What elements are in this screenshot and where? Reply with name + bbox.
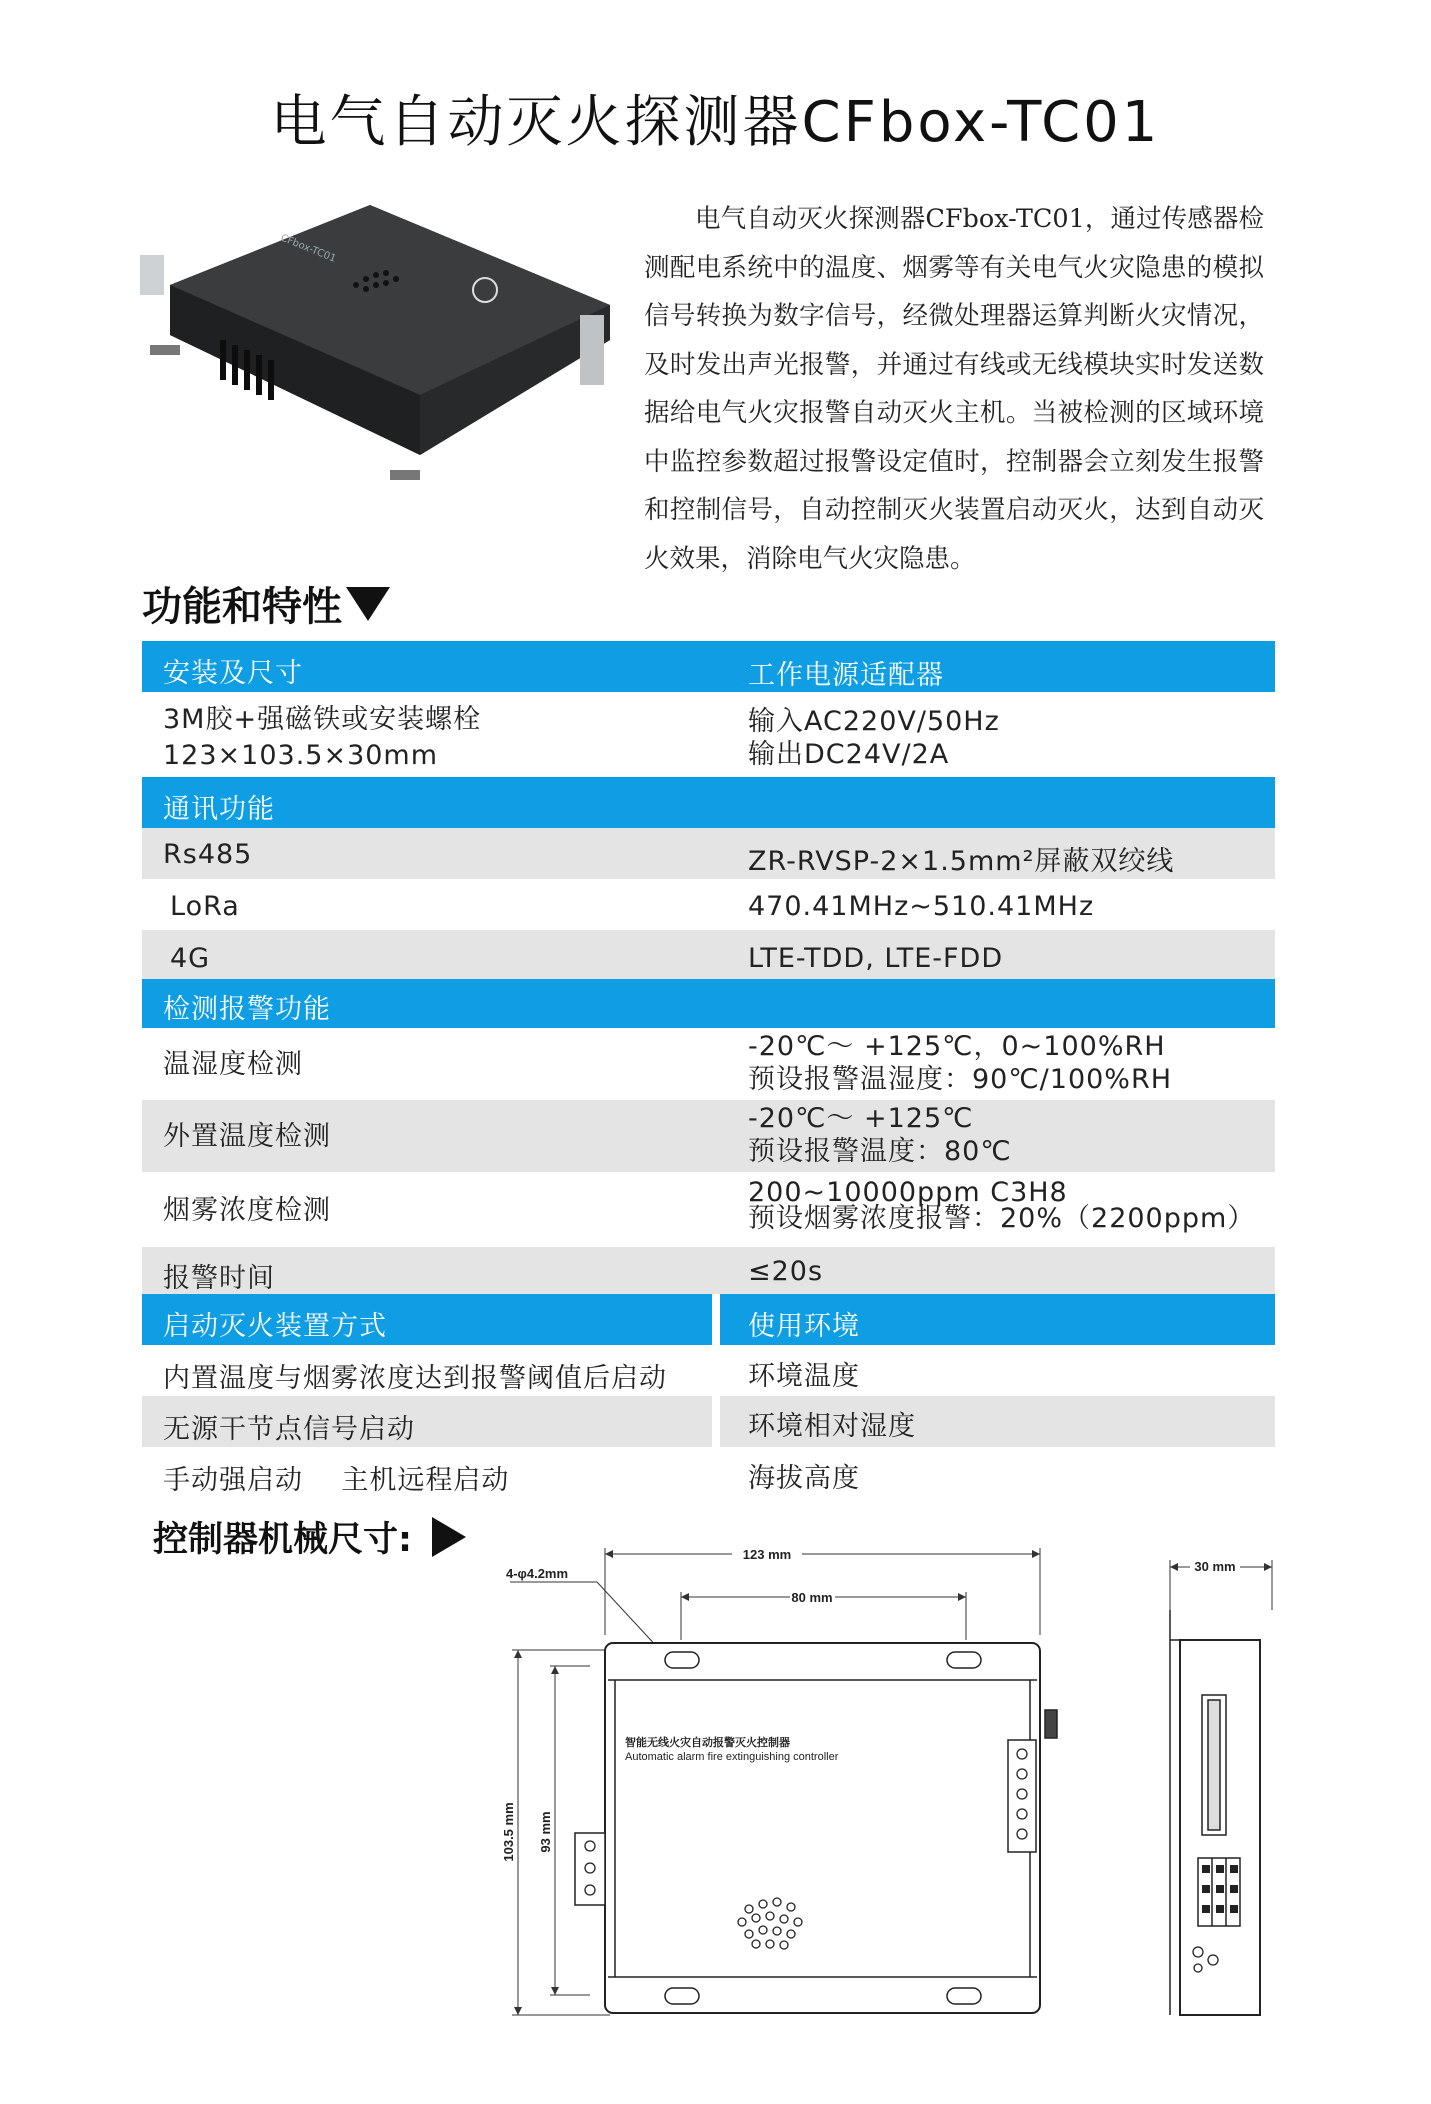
table-row (142, 1028, 1275, 1100)
width-label: 123 mm (742, 1547, 792, 1562)
table-row (142, 828, 1275, 879)
table-row (142, 1447, 1275, 1498)
install-line-1: 3M胶+强磁铁或安装螺栓 (163, 704, 482, 735)
table-row (142, 879, 1275, 930)
depth-label: 30 mm (1194, 1559, 1236, 1574)
hole-spacing-label: 80 mm (791, 1590, 833, 1605)
install-header: 安装及尺寸 (163, 658, 303, 689)
start-env-header-row (142, 1294, 1275, 1345)
detect-name: 烟雾浓度检测 (163, 1195, 331, 1226)
comm-name: 4G (170, 943, 211, 974)
table-row (142, 1100, 1275, 1172)
detect-header: 检测报警功能 (163, 994, 331, 1025)
comm-value: 470.41MHz~510.41MHz (748, 891, 1095, 922)
detect-header-row (142, 979, 1275, 1028)
env-item: 海拔高度 (748, 1463, 860, 1494)
install-power-row (142, 692, 1275, 777)
install-power-header-row (142, 641, 1275, 692)
detect-line-1: -20℃～ +125℃，0~100%RH (748, 1031, 1166, 1062)
table-row (142, 930, 1275, 979)
page-title: 电气自动灭火探测器CFbox-TC01 (270, 90, 1161, 155)
detect-line-1: -20℃～ +125℃ (748, 1103, 974, 1134)
detect-line-2: 预设烟雾浓度报警：20%（2200ppm） (748, 1203, 1256, 1234)
comm-value: LTE-TDD, LTE-FDD (748, 943, 1004, 974)
power-line-2: 输出DC24V/2A (748, 739, 950, 770)
table-row (142, 1345, 1275, 1396)
install-line-2: 123×103.5×30mm (163, 740, 439, 771)
product-description: 电气自动灭火探测器CFbox-TC01，通过传感器检测配电系统中的温度、烟雾等有关电气火灾隐患的模拟信号转换为数字信号，经微处理器运算判断火灾情况，及时发出声光报警，并通过有线或无线模块实时发送数据给电气火灾报警自动灭火主机。当被检测的区域环境中监控参数超过报警设定值时，控制器会立刻发生报警和控制信号，自动控制灭火装置启动灭火，达到自动灭火效果，消除电气火灾隐患。 (644, 204, 1264, 574)
device-label-en: Automatic alarm fire extinguishing controller (625, 1751, 839, 1763)
alarm-time-name: 报警时间 (163, 1263, 275, 1294)
device-label-cn: 智能无线火灾自动报警灭火控制器 (625, 1736, 790, 1749)
comm-name: LoRa (170, 891, 240, 922)
env-header: 使用环境 (748, 1311, 860, 1342)
features-heading-text: 功能和特性 (142, 584, 342, 630)
detect-name: 外置温度检测 (163, 1121, 331, 1152)
env-item: 环境温度 (748, 1361, 860, 1392)
start-mode: 内置温度与烟雾浓度达到报警阈值后启动 (163, 1363, 667, 1394)
power-header: 工作电源适配器 (748, 660, 944, 691)
detect-line-1: 200~10000ppm C3H8 (748, 1177, 1068, 1208)
comm-header: 通讯功能 (163, 794, 275, 825)
features-heading (142, 575, 390, 632)
hole-label: 4-φ4.2mm (506, 1566, 569, 1581)
table-row (142, 1172, 1275, 1247)
detect-line-2: 预设报警温湿度：90℃/100%RH (748, 1064, 1173, 1095)
height-label: 103.5 mm (501, 1802, 516, 1862)
comm-header-row (142, 777, 1275, 828)
start-mode: 无源干节点信号启动 (163, 1414, 415, 1445)
mechanical-drawing (480, 1540, 1280, 2020)
triangle-right-icon (432, 1517, 466, 1557)
spec-table (142, 641, 1275, 1498)
mech-heading-text: 控制器机械尺寸: (153, 1520, 412, 1560)
inner-height-label: 93 mm (538, 1811, 553, 1853)
mech-heading (153, 1512, 466, 1562)
detect-line-2: 预设报警温度：80℃ (748, 1136, 1012, 1167)
start-header: 启动灭火装置方式 (163, 1311, 387, 1342)
product-photo (140, 195, 620, 535)
comm-value: ZR-RVSP-2×1.5mm²屏蔽双绞线 (748, 846, 1175, 877)
table-row (142, 1247, 1275, 1294)
triangle-down-icon (346, 587, 390, 621)
detect-name: 温湿度检测 (163, 1049, 303, 1080)
power-line-1: 输入AC220V/50Hz (748, 706, 1000, 737)
table-row (142, 1396, 1275, 1447)
comm-name: Rs485 (163, 839, 253, 870)
start-mode: 手动强启动 主机远程启动 (163, 1465, 510, 1496)
env-item: 环境相对湿度 (748, 1411, 916, 1442)
photo-model-label: CFbox-TC01 (278, 232, 338, 265)
alarm-time-value: ≤20s (748, 1256, 824, 1287)
